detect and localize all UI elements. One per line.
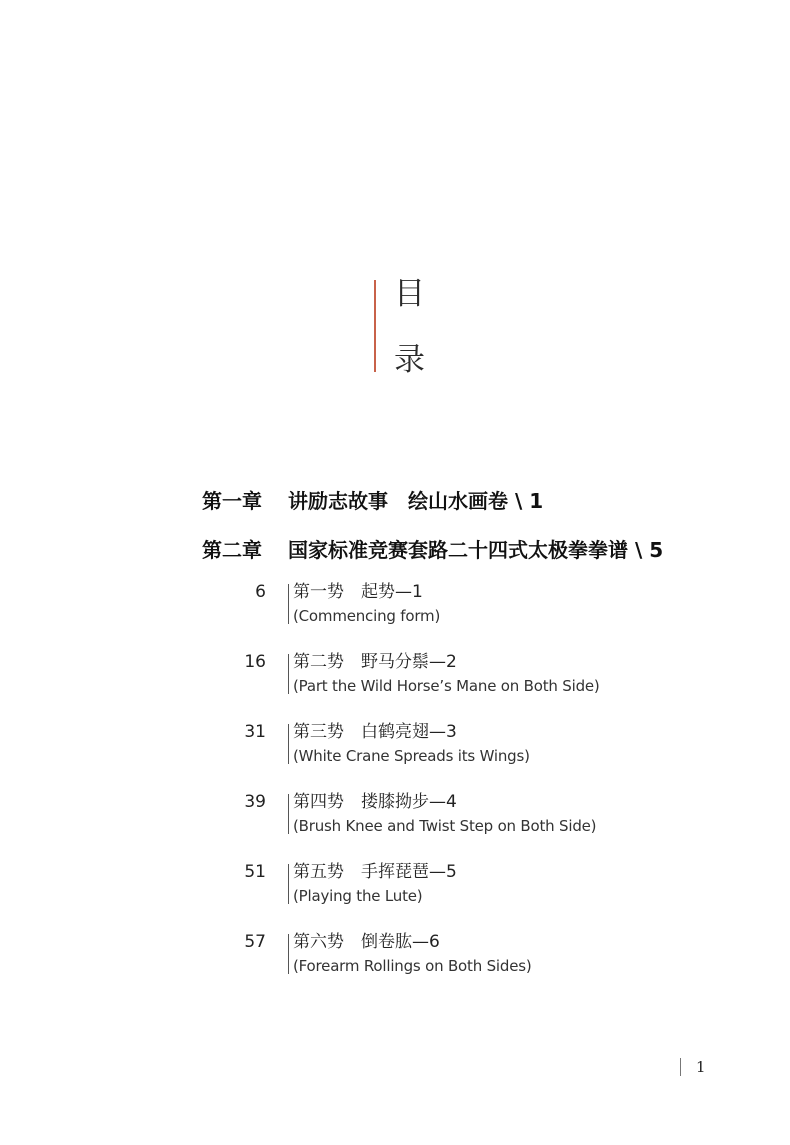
chapter-1-link[interactable] — [202, 488, 543, 514]
toc-entry-2[interactable] — [210, 651, 710, 701]
entry-page-number: 51 — [244, 862, 266, 882]
chapter-2-link[interactable] — [202, 537, 663, 563]
entry-divider — [288, 794, 289, 834]
toc-entry-4[interactable] — [210, 791, 710, 841]
entry-divider — [288, 864, 289, 904]
folio-number: 1 — [696, 1058, 706, 1076]
chapter-1-title: 讲励志故事 绘山水画卷 \ 1 — [288, 489, 544, 513]
entry-divider — [288, 654, 289, 694]
entry-page-number: 39 — [244, 792, 266, 812]
entry-english-title: (Commencing form) — [293, 607, 441, 625]
entry-english-title: (Part the Wild Horse’s Mane on Both Side) — [293, 677, 600, 695]
entry-chinese-title: 第三势 白鹤亮翅—3 — [293, 722, 457, 742]
entry-chinese-title: 第四势 搂膝拗步—4 — [293, 792, 457, 812]
toc-entry-6[interactable] — [210, 931, 710, 981]
entry-chinese-title: 第五势 手挥琵琶—5 — [293, 862, 457, 882]
page-folio — [680, 1057, 720, 1079]
entry-page-number: 6 — [255, 582, 266, 602]
entry-divider — [288, 584, 289, 624]
entry-english-title: (Brush Knee and Twist Step on Both Side) — [293, 817, 597, 835]
toc-entry-5[interactable] — [210, 861, 710, 911]
chapter-2-number: 第二章 — [202, 538, 262, 562]
entry-page-number: 16 — [244, 652, 266, 672]
entry-page-number: 57 — [244, 932, 266, 952]
entry-chinese-title: 第二势 野马分鬃—2 — [293, 652, 457, 672]
entry-page-number: 31 — [244, 722, 266, 742]
entry-divider — [288, 934, 289, 974]
chapter-2-title: 国家标准竞赛套路二十四式太极拳拳谱 \ 5 — [288, 538, 664, 562]
title-char-mu: 目 — [394, 276, 425, 312]
entry-divider — [288, 724, 289, 764]
entry-chinese-title: 第一势 起势—1 — [293, 582, 423, 602]
toc-title — [374, 276, 454, 386]
entry-english-title: (Forearm Rollings on Both Sides) — [293, 957, 532, 975]
entry-english-title: (Playing the Lute) — [293, 887, 423, 905]
entry-chinese-title: 第六势 倒卷肱—6 — [293, 932, 440, 952]
title-char-lu: 录 — [394, 342, 425, 378]
folio-divider — [680, 1058, 681, 1076]
entry-english-title: (White Crane Spreads its Wings) — [293, 747, 530, 765]
toc-entry-3[interactable] — [210, 721, 710, 771]
title-accent-rule — [374, 280, 376, 372]
toc-entry-1[interactable] — [210, 581, 710, 631]
chapter-1-number: 第一章 — [202, 489, 262, 513]
